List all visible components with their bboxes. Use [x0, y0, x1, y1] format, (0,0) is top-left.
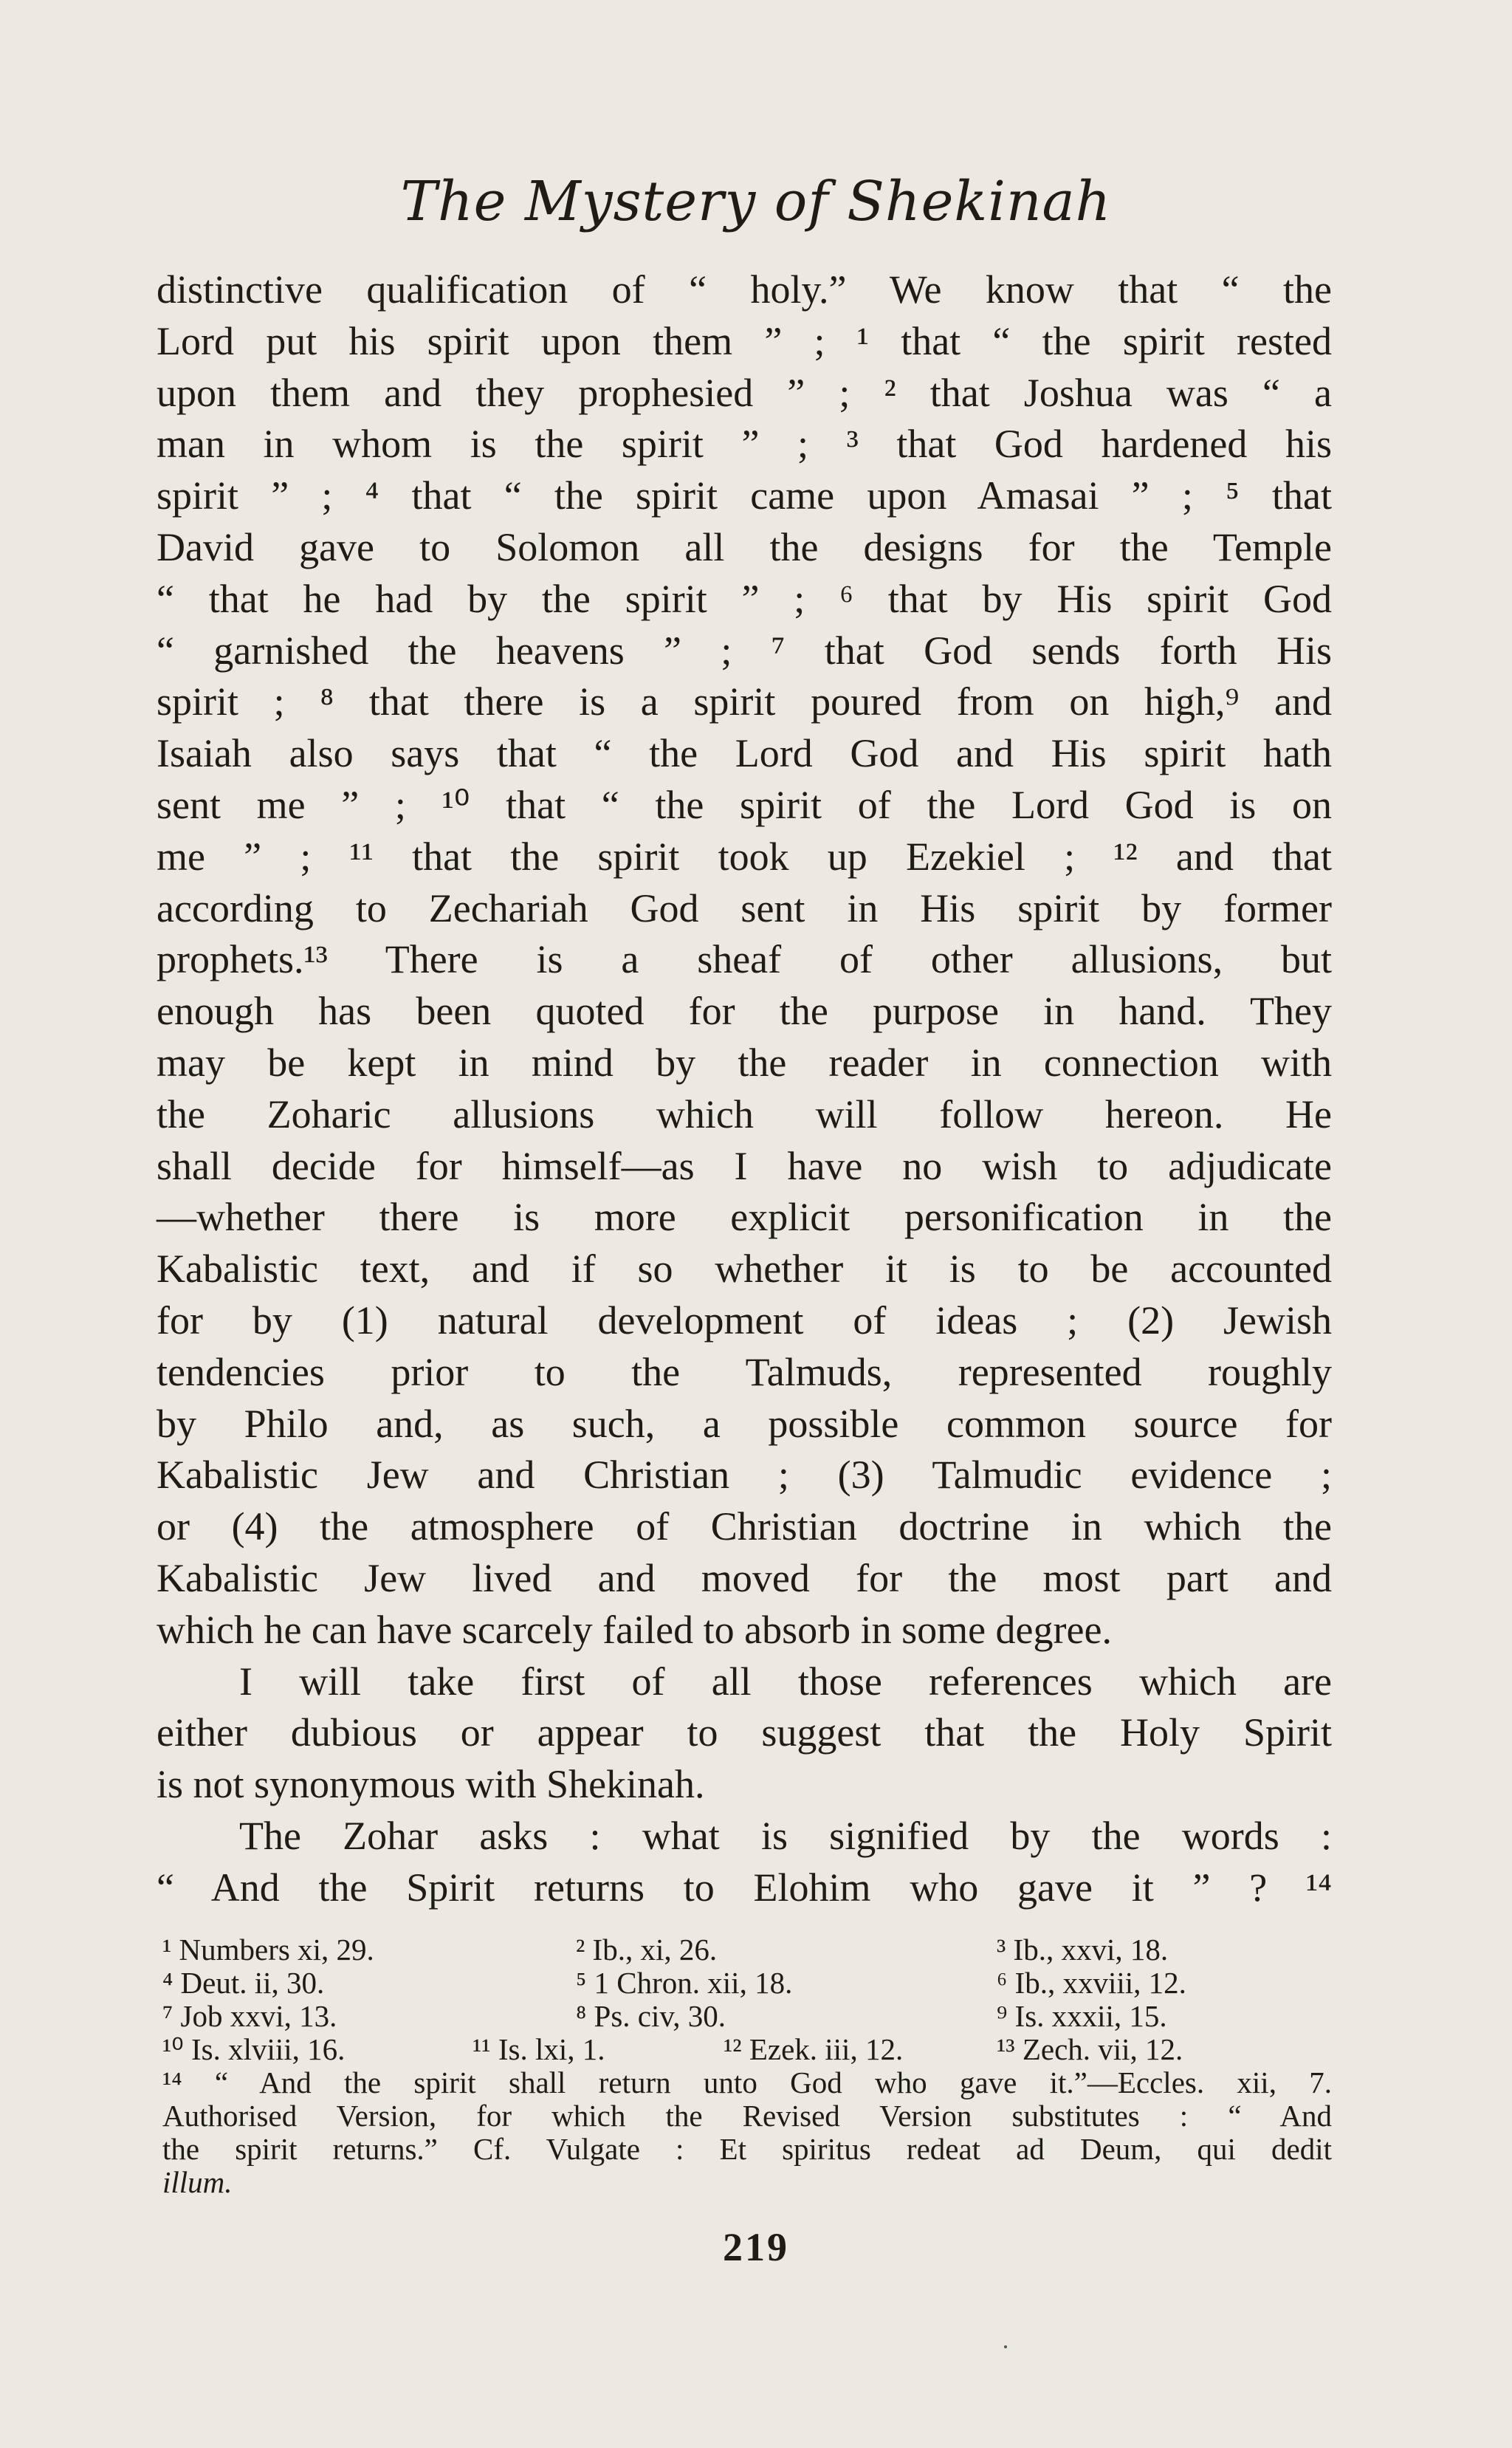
footnote: ³ Ib., xxvi, 18. — [997, 1933, 1169, 1967]
body-line: Kabalistic text, and if so whether it is to be accounted — [157, 1247, 1332, 1292]
footnote: ⁵ 1 Chron. xii, 18. — [576, 1966, 793, 2000]
body-line: The Zohar asks : what is signified by the words : — [239, 1813, 1332, 1858]
body-line: shall decide for himself—as I have no wish to adjudicate — [157, 1143, 1332, 1188]
body-line: “ that he had by the spirit ” ; ⁶ that by His spirit God — [157, 576, 1332, 621]
footnote: ¹ Numbers xi, 29. — [162, 1933, 374, 1967]
body-line: spirit ; ⁸ that there is a spirit poured from on high,⁹ and — [157, 679, 1332, 724]
footnote: ⁶ Ib., xxviii, 12. — [997, 1966, 1186, 2000]
body-line: prophets.¹³ There is a sheaf of other allusions, but — [157, 937, 1332, 982]
body-line: by Philo and, as such, a possible common source for — [157, 1401, 1332, 1446]
body-line: “ And the Spirit returns to Elohim who gave it ” ? ¹⁴ — [157, 1865, 1332, 1910]
body-line: which he can have scarcely failed to absorb in some degree. — [157, 1607, 1112, 1652]
body-line: me ” ; ¹¹ that the spirit took up Ezekiel ; ¹² and that — [157, 834, 1332, 879]
footnote-14-line: illum. — [162, 2165, 233, 2199]
footnote: ⁷ Job xxvi, 13. — [162, 1999, 337, 2033]
body-line: I will take first of all those references which are — [239, 1659, 1332, 1704]
page-number: 219 — [723, 2225, 789, 2269]
paper-speck — [1004, 2345, 1007, 2348]
footnote-row — [162, 2000, 1332, 2033]
body-line: is not synonymous with Shekinah. — [157, 1762, 705, 1807]
body-line: either dubious or appear to suggest that the Holy Spirit — [157, 1710, 1332, 1755]
body-line: may be kept in mind by the reader in connection with — [157, 1040, 1332, 1085]
body-line: David gave to Solomon all the designs for the Temple — [157, 524, 1332, 569]
footnote: ¹³ Zech. vii, 12. — [997, 2032, 1183, 2066]
body-line: Kabalistic Jew and Christian ; (3) Talmudic evidence ; — [157, 1453, 1332, 1498]
footnote-14-line: Authorised Version, for which the Revised Version substitutes : “ And — [162, 2099, 1332, 2133]
body-line: “ garnished the heavens ” ; ⁷ that God sends forth His — [157, 628, 1332, 673]
footnote-row — [162, 1967, 1332, 2000]
footnote-14-line: the spirit returns.” Cf. Vulgate : Et spiritus redeat ad Deum, qui dedit — [162, 2132, 1332, 2166]
footnote: ⁸ Ps. civ, 30. — [576, 1999, 726, 2033]
body-line: sent me ” ; ¹⁰ that “ the spirit of the Lord God is on — [157, 782, 1332, 827]
footnote: ¹⁰ Is. xlviii, 16. — [162, 2032, 346, 2066]
body-line: Isaiah also says that “ the Lord God and His spirit hath — [157, 731, 1332, 776]
body-text — [157, 264, 1332, 1914]
body-line: —whether there is more explicit personification in the — [157, 1195, 1332, 1240]
footnote: ⁹ Is. xxxii, 15. — [997, 1999, 1167, 2033]
footnote: ¹² Ezek. iii, 12. — [724, 2032, 904, 2066]
body-line: Lord put his spirit upon them ” ; ¹ that “ the spirit rested — [157, 318, 1332, 363]
running-head: The Mystery of Shekinah — [400, 170, 1112, 233]
body-line: according to Zechariah God sent in His spirit by former — [157, 885, 1332, 930]
footnote-row — [162, 2033, 1332, 2066]
footnotes — [162, 1933, 1332, 2199]
body-line: for by (1) natural development of ideas ; (2) Jewish — [157, 1297, 1332, 1343]
body-line: spirit ” ; ⁴ that “ the spirit came upon Amasai ” ; ⁵ that — [157, 473, 1332, 518]
body-line: upon them and they prophesied ” ; ² that Joshua was “ a — [157, 370, 1332, 415]
body-line: tendencies prior to the Talmuds, represented roughly — [157, 1349, 1332, 1394]
body-line: enough has been quoted for the purpose in hand. They — [157, 989, 1332, 1034]
footnote: ¹¹ Is. lxi, 1. — [472, 2032, 605, 2066]
body-line: or (4) the atmosphere of Christian doctrine in which the — [157, 1504, 1332, 1549]
footnote: ² Ib., xi, 26. — [576, 1933, 718, 1967]
body-line: man in whom is the spirit ” ; ³ that God hardened his — [157, 422, 1332, 467]
footnote-row — [162, 1933, 1332, 1967]
body-line: distinctive qualification of “ holy.” We know that “ the — [157, 267, 1332, 312]
footnote: ⁴ Deut. ii, 30. — [162, 1966, 325, 2000]
body-line: Kabalistic Jew lived and moved for the most part and — [157, 1555, 1332, 1600]
footnote-14-line: ¹⁴ “ And the spirit shall return unto God who gave it.”—Eccles. xii, 7. — [162, 2065, 1332, 2099]
body-line: the Zoharic allusions which will follow hereon. He — [157, 1091, 1332, 1136]
